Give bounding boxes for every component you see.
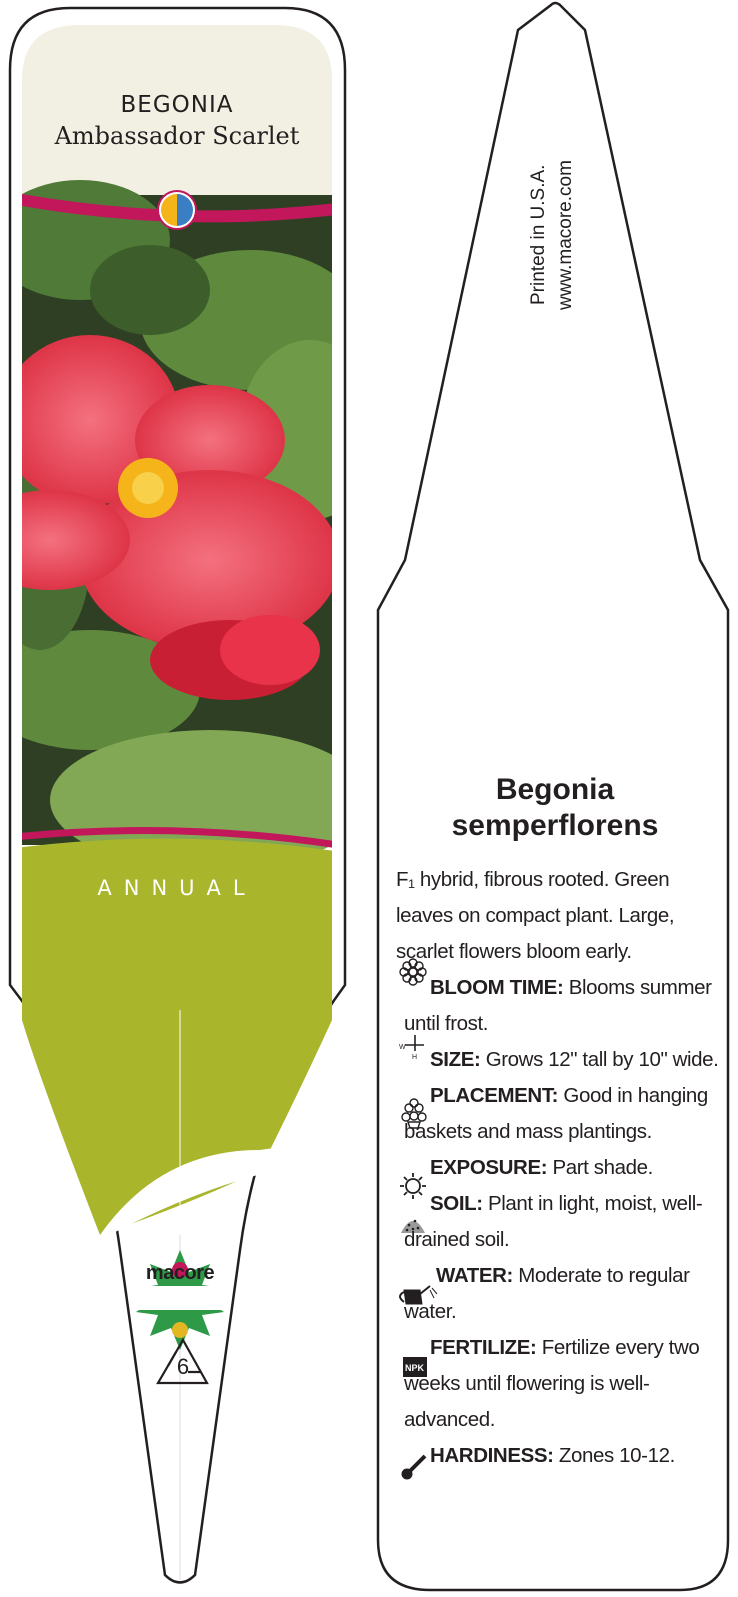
description: F₁ hybrid, fibrous rooted. Green leaves on compact plant. Large, scarlet flowers bloom early. xyxy=(396,868,675,963)
care-item-exposure xyxy=(404,1150,726,1186)
care-item-size xyxy=(404,1042,726,1078)
care-label: SOIL: xyxy=(430,1192,483,1215)
care-item-placement xyxy=(404,1078,726,1150)
species-epithet: semperflorens xyxy=(451,809,659,842)
care-text: Grows 12" tall by 10" wide. xyxy=(485,1048,719,1071)
care-label: PLACEMENT: xyxy=(430,1084,559,1107)
care-label: HARDINESS: xyxy=(430,1444,554,1467)
svg-text:W: W xyxy=(399,1044,406,1051)
care-text: Fertilize every two weeks until flowering is well-advanced. xyxy=(404,1336,700,1431)
website-text: www.macore.com xyxy=(555,160,576,310)
care-item-fertilize xyxy=(404,1330,726,1438)
svg-text:NPK: NPK xyxy=(405,1363,425,1373)
care-label: EXPOSURE: xyxy=(430,1156,548,1179)
care-item-hardiness xyxy=(404,1438,726,1474)
care-text: Plant in light, moist, well-drained soil. xyxy=(404,1192,703,1251)
care-info xyxy=(396,862,726,1474)
care-label: FERTILIZE: xyxy=(430,1336,537,1359)
brand-name: macore xyxy=(145,1262,215,1284)
care-text: Zones 10-12. xyxy=(558,1444,675,1467)
category-label: ANNUAL xyxy=(97,876,257,900)
flower-photo xyxy=(0,180,380,870)
care-text: Part shade. xyxy=(552,1156,653,1179)
care-text: Moderate to regular water. xyxy=(404,1264,690,1323)
care-label: SIZE: xyxy=(430,1048,481,1071)
variety-name: Ambassador Scarlet xyxy=(54,122,300,150)
care-item-bloom xyxy=(404,970,726,1042)
care-item-soil xyxy=(404,1186,726,1258)
care-label: BLOOM TIME: xyxy=(430,976,564,999)
care-text: Blooms summer until frost. xyxy=(404,976,712,1035)
species-name xyxy=(380,772,730,844)
care-text: Good in hanging baskets and mass plantings. xyxy=(404,1084,708,1143)
color-indicator-icon xyxy=(158,191,196,229)
care-label: WATER: xyxy=(436,1264,513,1287)
website-label xyxy=(555,160,577,310)
species-genus: Begonia xyxy=(495,773,615,806)
printed-in-text: Printed in U.S.A. xyxy=(528,164,549,305)
printed-in-label xyxy=(528,165,550,305)
care-item-water xyxy=(404,1258,726,1330)
common-name: BEGONIA xyxy=(120,92,234,118)
svg-text:H: H xyxy=(412,1054,418,1061)
recycle-code: 6 xyxy=(176,1354,190,1379)
